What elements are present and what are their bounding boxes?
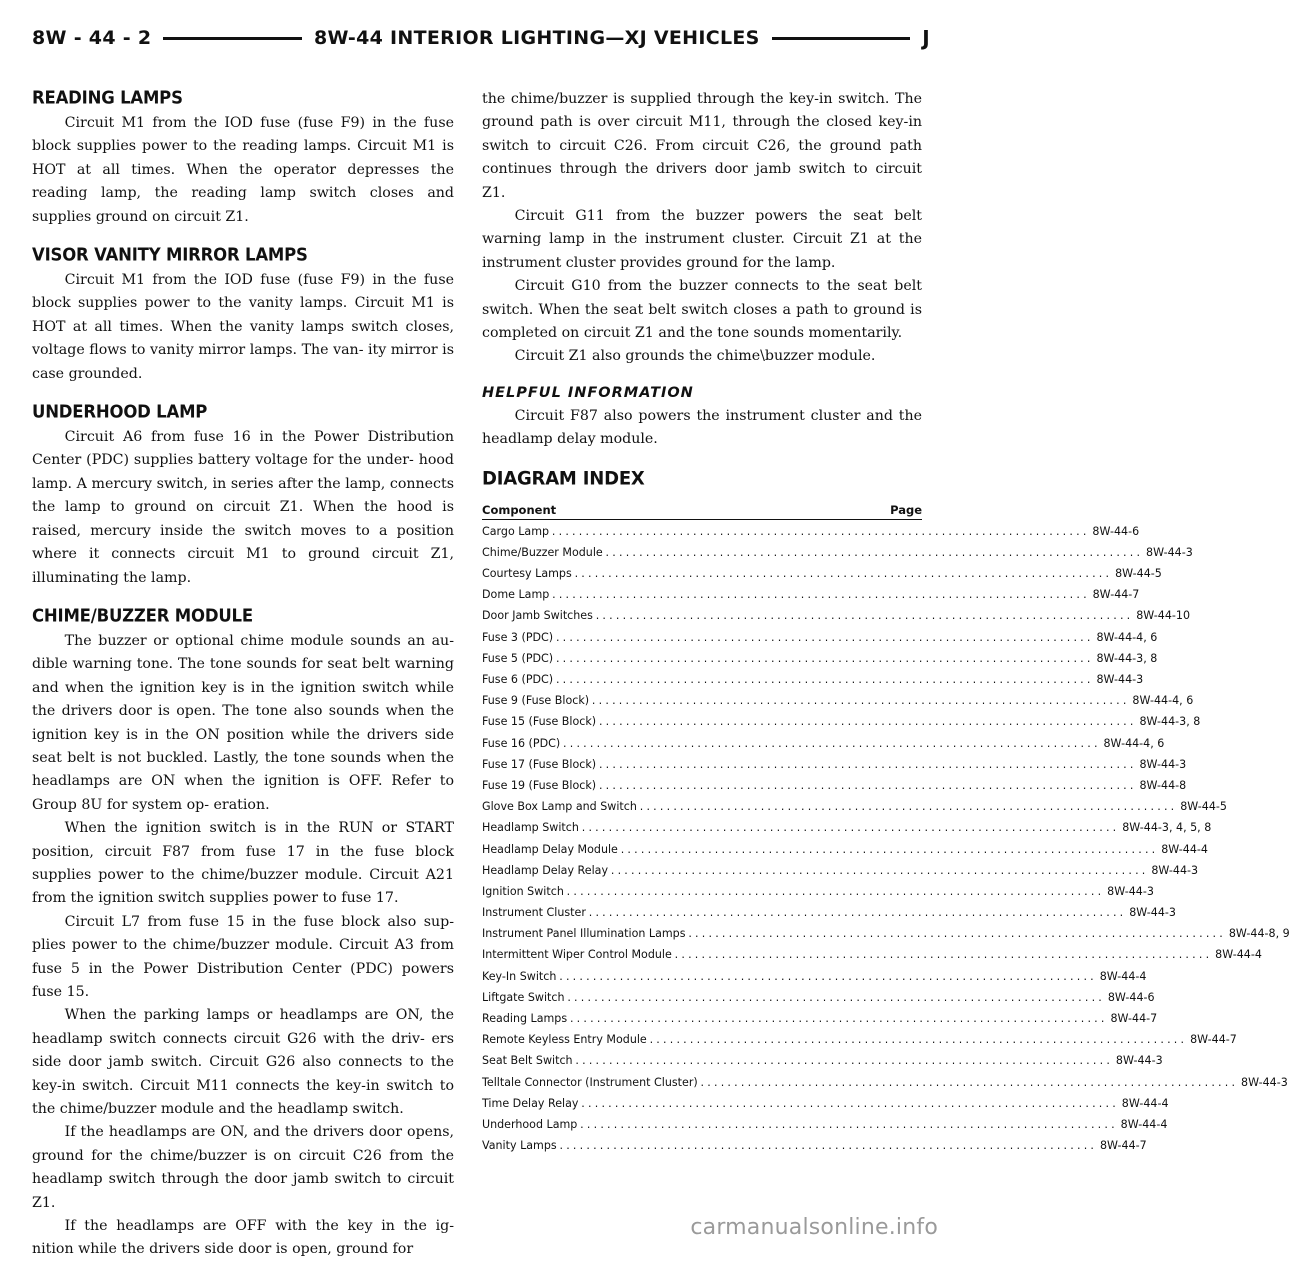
index-page: 8W-44-3 xyxy=(1107,883,1154,898)
index-page: 8W-44-4 xyxy=(1161,841,1208,856)
section-heading: UNDERHOOD LAMP xyxy=(32,401,208,422)
paragraph: Circuit M1 from the IOD fuse (fuse F9) in the fuse block supplies power to the vanity lamps. Circuit M1 is HOT at all times. When the vanity lamps switch closes, voltage flows to vanity mirror lamps. The van- ity mirror is case grounded. xyxy=(32,272,454,382)
dot-leader: ................................................................................ xyxy=(555,672,1094,686)
index-page: 8W-44-4, 6 xyxy=(1132,693,1194,708)
index-page: 8W-44-5 xyxy=(1115,566,1162,581)
column-header-page: Page xyxy=(890,502,922,517)
index-component: Fuse 17 (Fuse Block) xyxy=(482,756,597,771)
dot-leader: ................................................................................ xyxy=(559,968,1097,983)
dot-leader: ................................................................................ xyxy=(620,841,1159,856)
index-page: 8W-44-3 xyxy=(1115,1053,1163,1068)
index-row xyxy=(482,693,1194,714)
index-page: 8W-44-4 xyxy=(1121,1095,1169,1110)
section-heading: VISOR VANITY MIRROR LAMPS xyxy=(32,244,308,265)
paragraph: the chime/buzzer is supplied through the key-in switch. The ground path is over circuit M11, through the closed key-in switch to circuit C26. From circuit C26, the ground path continues through the drivers door jamb switch to circuit Z1. xyxy=(482,91,922,201)
index-row xyxy=(482,756,1187,778)
paragraph: The buzzer or optional chime module sounds an au- dible warning tone. The tone sounds for seat belt warning and when the ignition key is in the ignition switch while the drivers door is open. The tone also sounds when the ignition key is in the ON position while the drivers side seat belt is not buckled. Lastly, the tone sounds when the headlamps are ON when the ignition is OFF. Refer to Group 8U for system op- eration. xyxy=(32,632,454,813)
index-row xyxy=(482,523,1140,545)
index-component: Fuse 15 (Fuse Block) xyxy=(482,714,597,729)
dot-leader: ................................................................................ xyxy=(555,650,1094,665)
index-component: Fuse 6 (PDC) xyxy=(482,672,554,686)
index-page: 8W-44-4 xyxy=(1099,968,1147,983)
paragraph: Circuit Z1 also grounds the chime\buzzer module. xyxy=(514,348,876,365)
paragraph: Circuit G10 from the buzzer connects to the seat belt switch. When the seat belt switch closes a path to ground is completed on circuit Z1 and the tone sounds momentarily. xyxy=(482,278,922,342)
index-row xyxy=(482,1011,1158,1032)
section-helpful-info xyxy=(482,385,922,452)
index-row xyxy=(482,1095,1169,1117)
index-page: 8W-44-4, 6 xyxy=(1096,629,1158,644)
index-component: Telltale Connector (Instrument Cluster) xyxy=(482,1074,698,1089)
index-row xyxy=(482,587,1140,608)
index-row xyxy=(482,777,1187,799)
index-component: Glove Box Lamp and Switch xyxy=(482,799,637,814)
index-row xyxy=(482,672,1144,693)
index-component: Fuse 5 (PDC) xyxy=(482,650,554,665)
dot-leader: ................................................................................ xyxy=(581,820,1120,835)
dot-leader: ................................................................................ xyxy=(700,1074,1239,1089)
index-component: Instrument Panel Illumination Lamps xyxy=(482,926,686,941)
paragraph: If the headlamps are OFF with the key in the ig- nition while the drivers side door is open, ground for xyxy=(32,1218,454,1258)
dot-leader: ................................................................................ xyxy=(598,756,1137,771)
paragraph: Circuit M1 from the IOD fuse (fuse F9) in the fuse block supplies power to the reading lamps. Circuit M1 is HOT at all times. When the operator depresses the reading lamp, the reading lamp switch closes and supplies ground on circuit Z1. xyxy=(32,115,454,225)
dot-leader: ................................................................................ xyxy=(605,544,1144,559)
index-page: 8W-44-8, 9 xyxy=(1228,926,1290,941)
section-underhood-lamp xyxy=(32,402,454,590)
paragraph: When the ignition switch is in the RUN or START position, circuit F87 from fuse 17 in the fuse block supplies power to the chime/buzzer module. Circuit A21 from the ignition switch supplies power to fuse 17. xyxy=(32,820,454,907)
index-component: Cargo Lamp xyxy=(482,523,550,538)
index-row xyxy=(482,714,1201,735)
index-row xyxy=(482,1116,1168,1138)
index-component: Fuse 3 (PDC) xyxy=(482,629,554,644)
index-component: Vanity Lamps xyxy=(482,1138,557,1153)
dot-leader: ................................................................................ xyxy=(551,523,1090,538)
index-component: Key-In Switch xyxy=(482,968,557,983)
index-component: Ignition Switch xyxy=(482,883,564,898)
index-component: Fuse 9 (Fuse Block) xyxy=(482,693,590,708)
dot-leader: ................................................................................ xyxy=(598,777,1137,792)
index-component: Underhood Lamp xyxy=(482,1116,578,1131)
right-column xyxy=(482,88,1290,1175)
index-row xyxy=(482,650,1158,672)
index-page: 8W-44-3 xyxy=(1146,544,1193,559)
dot-leader: ................................................................................ xyxy=(598,714,1137,729)
paragraph: When the parking lamps or headlamps are ON, the headlamp switch connects circuit G26 with the driv- ers side door jamb switch. Circuit G26 also connects to the key-in switch. Circuit M11 connects the key-in switch to the chime/buzzer module and the headlamp switch. xyxy=(32,1007,454,1118)
section-chime-buzzer xyxy=(32,606,454,1262)
dot-leader: ................................................................................ xyxy=(552,587,1090,602)
index-row xyxy=(482,735,1165,757)
dot-leader: ................................................................................ xyxy=(688,926,1227,941)
dot-leader: ................................................................................ xyxy=(595,608,1134,623)
index-page: 8W-44-3, 8 xyxy=(1096,650,1158,665)
section-reading-lamps xyxy=(32,88,454,229)
index-component: Headlamp Switch xyxy=(482,820,579,835)
dot-leader: ................................................................................ xyxy=(567,989,1106,1004)
index-table-body xyxy=(482,523,1290,1160)
index-component: Liftgate Switch xyxy=(482,989,565,1004)
dot-leader: ................................................................................ xyxy=(559,1138,1098,1153)
index-row xyxy=(482,883,1154,905)
header-rule-right xyxy=(772,37,911,40)
index-page: 8W-44-3 xyxy=(1129,905,1176,920)
index-page: 8W-44-3, 4, 5, 8 xyxy=(1122,820,1212,835)
paragraph: Circuit G11 from the buzzer powers the seat belt warning lamp in the instrument cluster. Circuit Z1 at the instrument cluster provides ground for the lamp. xyxy=(482,208,922,271)
dot-leader: ................................................................................ xyxy=(674,947,1213,962)
section-title: 8W-44 INTERIOR LIGHTING—XJ VEHICLES xyxy=(313,27,760,49)
index-page: 8W-44-3, 8 xyxy=(1139,714,1201,729)
index-page: 8W-44-3 xyxy=(1139,756,1187,771)
dot-leader: ................................................................................ xyxy=(563,735,1101,750)
dot-leader: ................................................................................ xyxy=(566,883,1105,898)
dot-leader: ................................................................................ xyxy=(555,629,1094,644)
section-heading: READING LAMPS xyxy=(32,87,183,108)
index-page: 8W-44-8 xyxy=(1139,777,1187,792)
index-component: Fuse 16 (PDC) xyxy=(482,735,561,750)
dot-leader: ................................................................................ xyxy=(639,799,1178,814)
subsection-heading: HELPFUL INFORMATION xyxy=(482,384,694,401)
index-row xyxy=(482,947,1262,968)
index-row xyxy=(482,820,1212,841)
index-component: Reading Lamps xyxy=(482,1011,568,1025)
index-row xyxy=(482,629,1158,651)
index-table-header xyxy=(482,503,922,520)
vehicle-code: J xyxy=(922,26,930,50)
section-chime-continued xyxy=(482,88,922,369)
index-row xyxy=(482,566,1162,587)
index-page: 8W-44-3 xyxy=(1151,862,1199,877)
index-page: 8W-44-3 xyxy=(1241,1074,1288,1089)
index-page: 8W-44-7 xyxy=(1110,1011,1158,1025)
dot-leader: ................................................................................ xyxy=(574,566,1113,581)
paragraph: Circuit A6 from fuse 16 in the Power Distribution Center (PDC) supplies battery voltage for the under- hood lamp. A mercury switch, in series after the lamp, connects the lamp to ground on circuit Z1. When the hood is raised, mercury inside the switch moves to a position where it connects circuit M1 to ground circuit Z1, illuminating the lamp. xyxy=(32,429,454,586)
index-page: 8W-44-7 xyxy=(1099,1138,1147,1153)
dot-leader: ................................................................................ xyxy=(588,905,1127,920)
index-component: Chime/Buzzer Module xyxy=(482,544,603,559)
paragraph: Circuit F87 also powers the instrument cluster and the headlamp delay module. xyxy=(482,407,922,448)
index-page: 8W-44-7 xyxy=(1092,587,1140,602)
index-row xyxy=(482,905,1176,926)
index-component: Courtesy Lamps xyxy=(482,566,572,581)
index-component: Instrument Cluster xyxy=(482,905,586,920)
index-row xyxy=(482,1138,1147,1159)
index-component: Headlamp Delay Module xyxy=(482,841,618,856)
watermark: carmanualsonline.info xyxy=(690,1215,938,1240)
index-component: Time Delay Relay xyxy=(482,1095,579,1110)
index-page: 8W-44-4 xyxy=(1215,947,1262,962)
header-rule-left xyxy=(163,37,302,40)
dot-leader: ................................................................................ xyxy=(591,693,1130,708)
dot-leader: ................................................................................ xyxy=(580,1116,1118,1131)
index-page: 8W-44-10 xyxy=(1136,608,1191,623)
index-page: 8W-44-6 xyxy=(1107,989,1155,1004)
index-component: Fuse 19 (Fuse Block) xyxy=(482,777,597,792)
index-row xyxy=(482,989,1155,1011)
index-component: Intermittent Wiper Control Module xyxy=(482,947,672,962)
dot-leader: ................................................................................ xyxy=(649,1032,1188,1047)
paragraph: If the headlamps are ON, and the drivers door opens, ground for the chime/buzzer is on circuit C26 from the headlamp switch through the door jamb switch to circuit Z1. xyxy=(32,1124,454,1211)
index-page: 8W-44-4, 6 xyxy=(1103,735,1165,750)
index-row xyxy=(482,544,1193,566)
index-heading: DIAGRAM INDEX xyxy=(482,467,645,490)
index-component: Headlamp Delay Relay xyxy=(482,862,609,877)
dot-leader: ................................................................................ xyxy=(581,1095,1119,1110)
index-row xyxy=(482,968,1147,990)
index-page: 8W-44-3 xyxy=(1096,672,1144,686)
column-header-component: Component xyxy=(482,502,557,517)
dot-leader: ................................................................................ xyxy=(610,862,1149,877)
index-row xyxy=(482,608,1191,629)
index-row xyxy=(482,1053,1163,1074)
paragraph: Circuit L7 from fuse 15 in the fuse block also sup- plies power to the chime/buzzer module. Circuit A3 from fuse 5 in the Power Distribution Center (PDC) powers fuse 15. xyxy=(32,913,454,1000)
index-page: 8W-44-7 xyxy=(1190,1032,1237,1047)
section-heading: CHIME/BUZZER MODULE xyxy=(32,605,253,626)
dot-leader: ................................................................................ xyxy=(569,1011,1108,1025)
index-row xyxy=(482,862,1199,884)
index-component: Dome Lamp xyxy=(482,587,550,602)
diagram-index xyxy=(482,467,1290,1160)
index-row xyxy=(482,1074,1288,1096)
page-number: 8W - 44 - 2 xyxy=(32,27,152,49)
index-component: Remote Keyless Entry Module xyxy=(482,1032,647,1047)
index-row xyxy=(482,1032,1237,1053)
index-row xyxy=(482,926,1290,947)
index-component: Door Jamb Switches xyxy=(482,608,593,623)
section-visor-vanity xyxy=(32,245,454,386)
index-row xyxy=(482,799,1227,820)
index-component: Seat Belt Switch xyxy=(482,1053,573,1068)
index-page: 8W-44-4 xyxy=(1120,1116,1168,1131)
index-page: 8W-44-5 xyxy=(1180,799,1227,814)
page-header xyxy=(32,20,930,56)
dot-leader: ................................................................................ xyxy=(575,1053,1114,1068)
index-page: 8W-44-6 xyxy=(1092,523,1140,538)
index-row xyxy=(482,841,1208,863)
left-column xyxy=(32,88,454,1278)
